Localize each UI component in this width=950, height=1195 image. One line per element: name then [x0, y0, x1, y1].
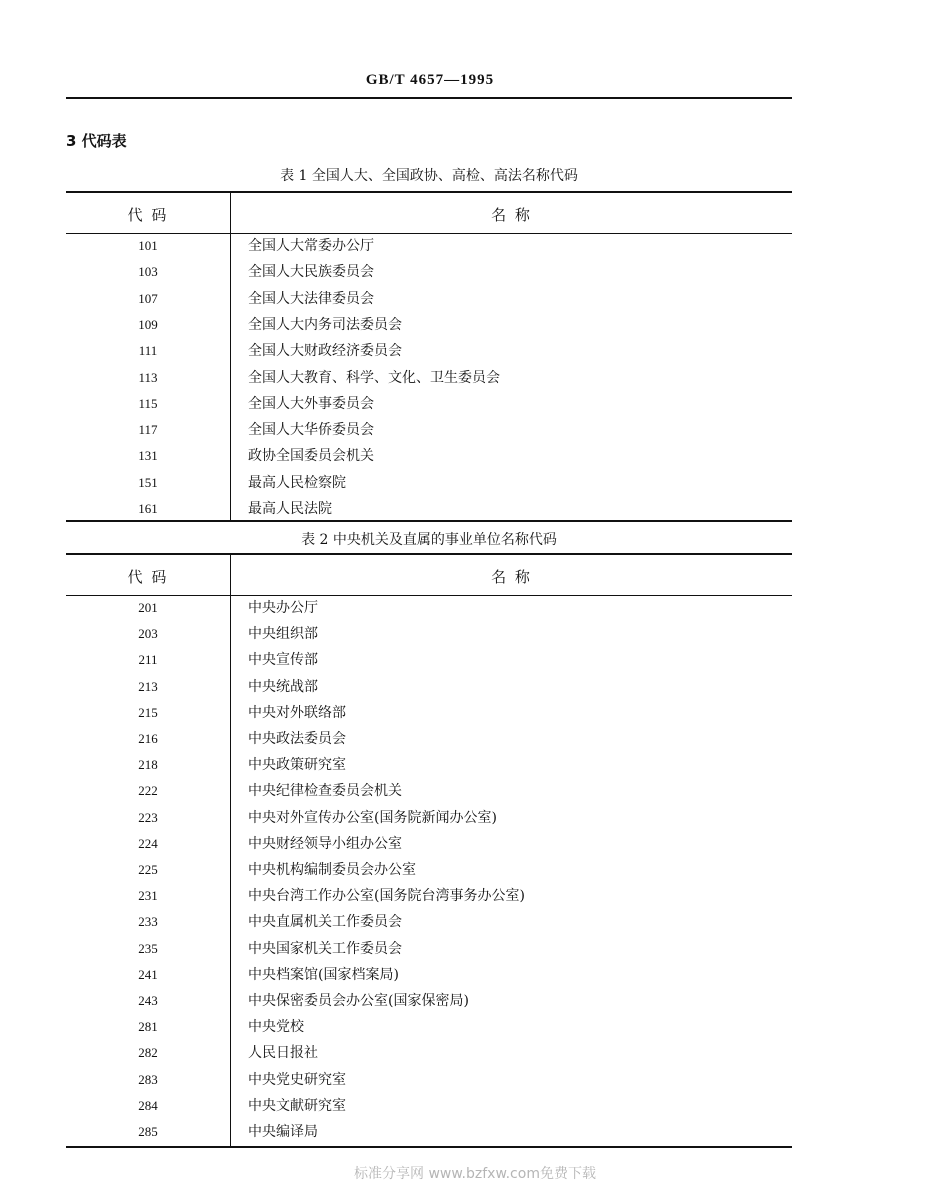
table-row — [66, 647, 792, 673]
row-name: 中央机构编制委员会办公室 — [248, 862, 416, 878]
row-name: 中央对外宣传办公室(国务院新闻办公室) — [248, 809, 497, 826]
table-row — [66, 700, 792, 726]
row-name: 中央纪律检查委员会机关 — [248, 783, 402, 800]
table-row — [66, 312, 792, 338]
row-code: 201 — [138, 600, 158, 615]
row-name: 中央统战部 — [248, 678, 318, 695]
table2-top-rule — [66, 553, 792, 555]
row-name: 中央宣传部 — [248, 652, 318, 669]
row-code: 235 — [138, 940, 158, 956]
table-row — [66, 831, 792, 857]
table-row — [66, 936, 792, 962]
row-name: 中央对外联络部 — [248, 704, 346, 721]
row-name: 全国人大法律委员会 — [248, 290, 374, 307]
row-code: 107 — [138, 290, 158, 306]
table-row — [66, 621, 792, 647]
row-name: 全国人大教育、科学、文化、卫生委员会 — [248, 369, 500, 386]
table-row — [66, 338, 792, 364]
table-row — [66, 417, 792, 443]
row-code: 225 — [138, 862, 158, 877]
row-name: 政协全国委员会机关 — [248, 448, 374, 465]
row-code: 213 — [138, 678, 158, 694]
table-row — [66, 778, 792, 804]
table-row — [66, 496, 792, 522]
row-code: 283 — [138, 1071, 158, 1087]
row-name: 最高人民检察院 — [248, 474, 346, 491]
row-name: 中央编译局 — [248, 1124, 318, 1140]
row-code: 222 — [138, 783, 158, 799]
table-row — [66, 233, 792, 259]
table-row — [66, 674, 792, 700]
row-code: 282 — [138, 1045, 158, 1061]
table-row — [66, 1040, 792, 1066]
row-name: 中央组织部 — [248, 626, 318, 643]
table-row — [66, 909, 792, 935]
table1-bottom-rule — [66, 520, 792, 522]
row-name: 中央办公厅 — [248, 600, 318, 616]
table2-bottom-rule — [66, 1146, 792, 1148]
table-row — [66, 1014, 792, 1040]
row-code: 101 — [138, 238, 158, 253]
table2-header-name: 名 称 — [491, 568, 532, 586]
row-name: 全国人大内务司法委员会 — [248, 316, 402, 333]
table-row — [66, 470, 792, 496]
row-code: 111 — [138, 343, 158, 359]
row-name: 全国人大民族委员会 — [248, 264, 374, 281]
row-name: 中央保密委员会办公室(国家保密局) — [248, 993, 469, 1009]
table-row — [66, 443, 792, 469]
table-row — [66, 595, 792, 621]
header-rule — [66, 97, 792, 99]
row-code: 281 — [138, 1019, 158, 1035]
row-code: 113 — [138, 369, 158, 385]
table-row — [66, 805, 792, 831]
row-code: 203 — [138, 626, 158, 642]
row-code: 224 — [138, 835, 158, 851]
section-title: 3 代码表 — [66, 132, 127, 150]
row-code: 231 — [138, 888, 158, 904]
table-row — [66, 883, 792, 909]
row-code: 233 — [138, 914, 158, 930]
row-code: 241 — [138, 966, 158, 982]
row-code: 223 — [138, 809, 158, 825]
table-row — [66, 857, 792, 883]
row-name: 最高人民法院 — [248, 501, 332, 517]
table-row — [66, 365, 792, 391]
row-name: 中央国家机关工作委员会 — [248, 940, 402, 957]
table-row — [66, 1093, 792, 1119]
table-row — [66, 1067, 792, 1093]
table-row — [66, 259, 792, 285]
row-name: 全国人大常委办公厅 — [248, 238, 374, 254]
row-code: 103 — [138, 264, 158, 280]
row-name: 人民日报社 — [248, 1045, 318, 1062]
row-code: 115 — [138, 395, 158, 411]
row-code: 218 — [138, 757, 158, 773]
row-code: 216 — [138, 731, 158, 746]
table1-header-name: 名 称 — [491, 206, 532, 224]
table-row — [66, 726, 792, 752]
row-code: 243 — [138, 993, 158, 1008]
row-code: 161 — [138, 501, 158, 516]
row-code: 109 — [138, 316, 158, 332]
table-row — [66, 391, 792, 417]
row-name: 全国人大华侨委员会 — [248, 422, 374, 439]
watermark: 标准分享网 www.bzfxw.com免费下载 — [354, 1166, 596, 1182]
table-row — [66, 962, 792, 988]
row-name: 中央党校 — [248, 1019, 304, 1036]
row-code: 284 — [138, 1097, 158, 1113]
table1-top-rule — [66, 191, 792, 193]
row-code: 285 — [138, 1124, 158, 1139]
row-name: 中央财经领导小组办公室 — [248, 835, 402, 852]
standard-header: GB/T 4657—1995 — [365, 72, 495, 88]
table2-header-code: 代 码 — [127, 568, 169, 586]
row-code: 215 — [138, 704, 158, 720]
row-name: 全国人大外事委员会 — [248, 395, 374, 412]
row-code: 151 — [138, 474, 158, 490]
table1-title: 表 1 全国人大、全国政协、高检、高法名称代码 — [280, 168, 578, 184]
row-name: 全国人大财政经济委员会 — [248, 343, 402, 360]
row-name: 中央文献研究室 — [248, 1097, 346, 1114]
table-row — [66, 1119, 792, 1145]
row-name: 中央党史研究室 — [248, 1071, 346, 1088]
row-name: 中央政法委员会 — [248, 731, 346, 747]
row-name: 中央档案馆(国家档案局) — [248, 966, 399, 983]
table-row — [66, 988, 792, 1014]
table-row — [66, 752, 792, 778]
row-name: 中央政策研究室 — [248, 757, 346, 774]
row-name: 中央台湾工作办公室(国务院台湾事务办公室) — [248, 888, 525, 905]
row-name: 中央直属机关工作委员会 — [248, 914, 402, 931]
row-code: 131 — [138, 448, 158, 464]
table-row — [66, 286, 792, 312]
table1-header-code: 代 码 — [127, 206, 169, 224]
row-code: 211 — [138, 652, 158, 668]
table2-title: 表 2 中央机关及直属的事业单位名称代码 — [301, 532, 557, 548]
row-code: 117 — [138, 422, 158, 438]
